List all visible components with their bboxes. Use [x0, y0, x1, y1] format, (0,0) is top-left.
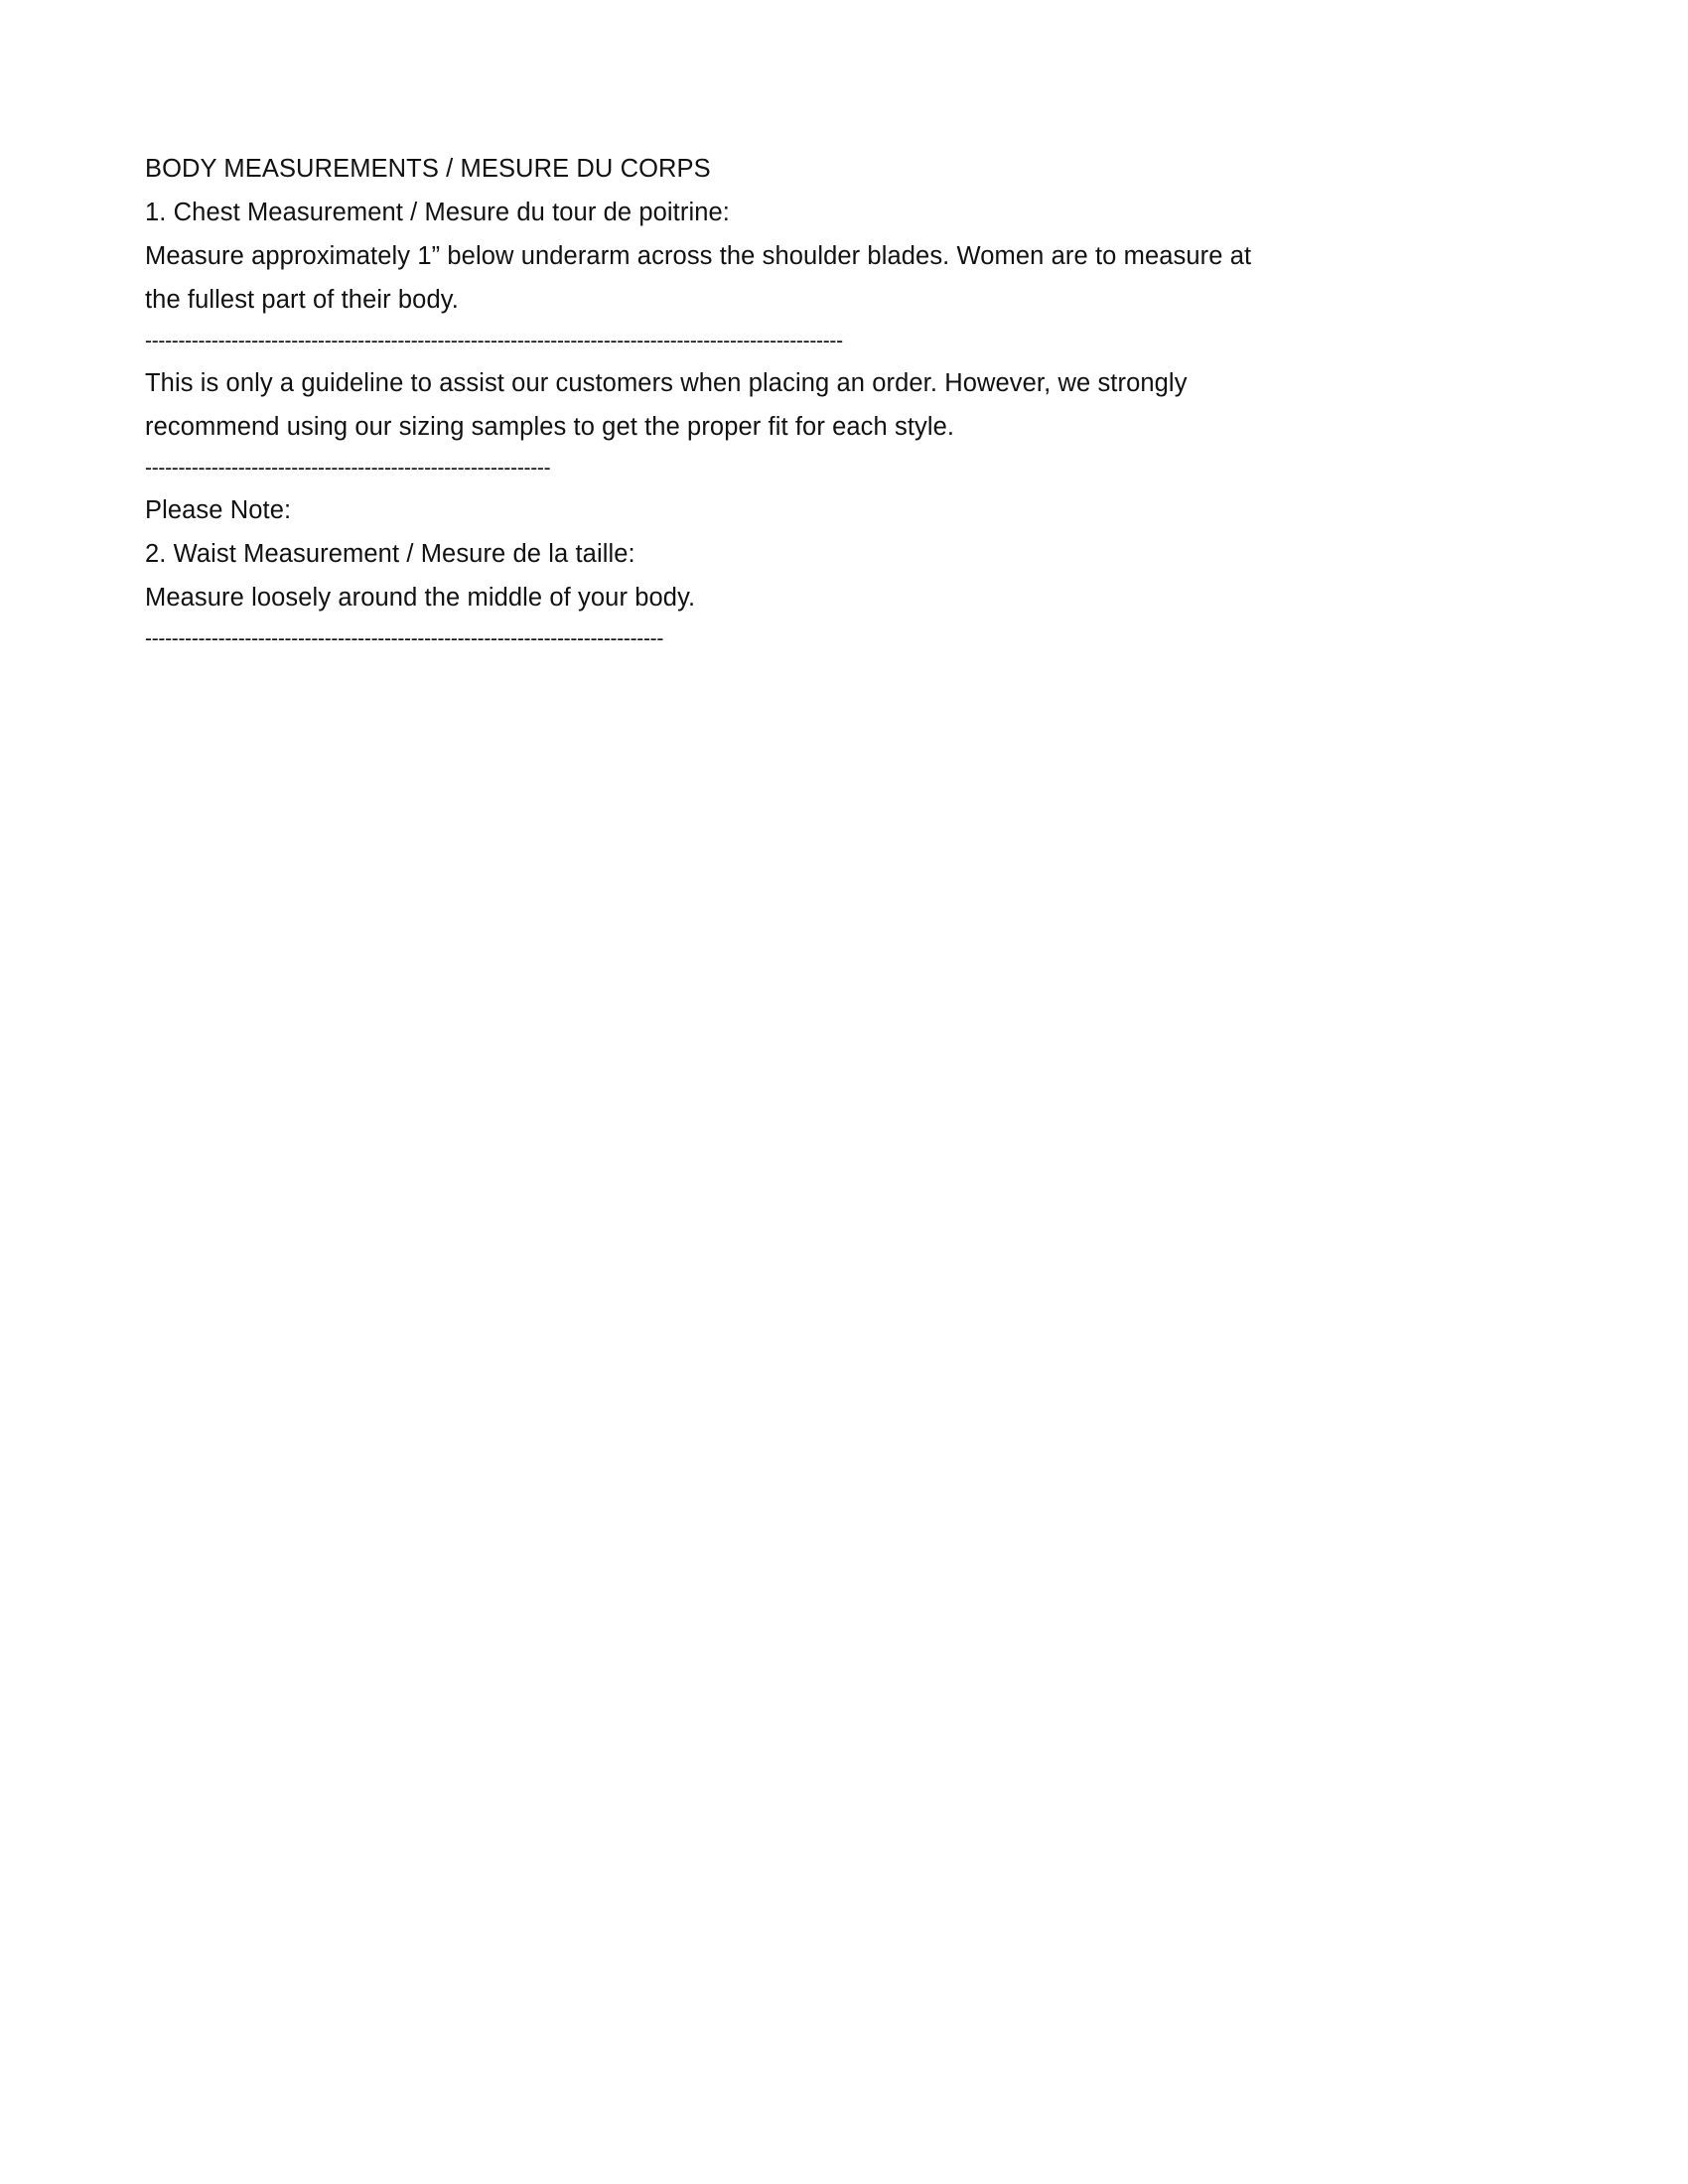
document-heading: BODY MEASUREMENTS / MESURE DU CORPS: [145, 155, 711, 183]
waist-measurement-heading: 2. Waist Measurement / Mesure de la taille:: [145, 540, 635, 568]
guideline-note: This is only a guideline to assist our customers when placing an order. However, we strongly recommend using our sizing samples to get the proper fit for each style.: [145, 369, 1188, 441]
divider-line-2: -------------------------------------------------------------: [145, 457, 551, 479]
chest-measurement-instruction: Measure approximately 1” below underarm across the shoulder blades. Women are to measure at the fullest part of their body.: [145, 242, 1252, 314]
divider-line-1: ---------------------------------------------------------------------------------------------------------: [145, 330, 843, 352]
document-body: [145, 147, 1297, 659]
chest-measurement-heading: 1. Chest Measurement / Mesure du tour de poitrine:: [145, 199, 730, 226]
waist-measurement-instruction: Measure loosely around the middle of your body.: [145, 584, 696, 612]
divider-line-3: ------------------------------------------------------------------------------: [145, 627, 664, 650]
please-note-label: Please Note:: [145, 496, 292, 524]
